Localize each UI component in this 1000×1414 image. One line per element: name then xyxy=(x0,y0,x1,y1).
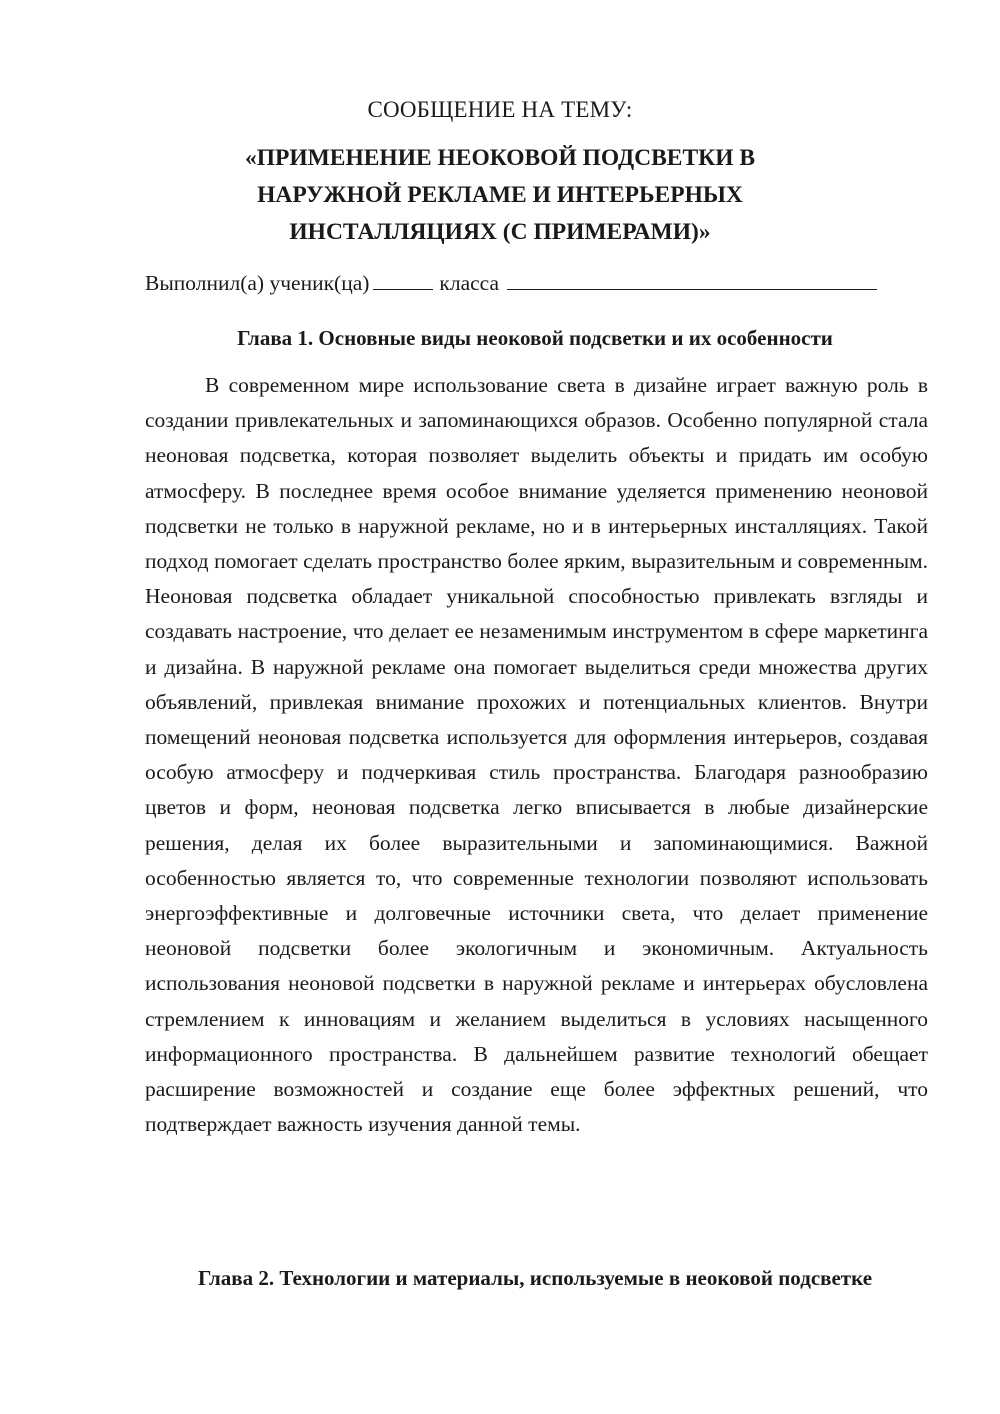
student-name-blank xyxy=(507,269,877,290)
signature-line xyxy=(145,268,945,298)
chapter-2-heading: Глава 2. Технологии и материалы, используемые в неоковой подсветке xyxy=(197,1266,873,1290)
chapter-1-heading: Глава 1. Основные виды неоковой подсветки и их особенности xyxy=(237,326,833,350)
class-number-blank xyxy=(373,269,433,290)
completed-by-label: Выполнил(а) ученик(ца) xyxy=(145,271,370,295)
chapter-1-paragraph: В современном мире использование света в дизайне играет важную роль в создании привлекательных и запоминающихся образов. Особенно популярной стала неоновая подсветка, которая позволяет выделить объекты и придать им особую атмосферу. В последнее время особое внимание уделяется применению неоновой подсветки не только в наружной рекламе, но и в интерьерных инсталляциях. Такой подход помогает сделать пространство более ярким, выразительным и современным. Неоновая подсветка обладает уникальной способностью привлекать взгляды и создавать настроение, что делает ее незаменимым инструментом в сфере маркетинга и дизайна. В наружной рекламе она помогает выделиться среди множества других объявлений, привлекая внимание прохожих и потенциальных клиентов. Внутри помещений неоновая подсветка используется для оформления интерьеров, создавая особую атмосферу и подчеркивая стиль пространства. Благодаря разнообразию цветов и форм, неоновая подсветка легко вписывается в любые дизайнерские решения, делая их более выразительными и запоминающимися. Важной особенностью является то, что современные технологии позволяют использовать энергоэффективные и долговечные источники света, что делает применение неоновой подсветки более экологичным и экономичным. Актуальность использования неоновой подсветки в наружной рекламе и интерьерах обусловлена стремлением к инновациям и желанием выделиться в условиях насыщенного информационного пространства. В дальнейшем развитие технологий обещает расширение возможностей и создание еще более эффектных решений, что подтверждает важность изучения данной темы. xyxy=(145,373,928,1137)
document-kicker: СООБЩЕНИЕ НА ТЕМУ: xyxy=(367,97,633,122)
class-label: класса xyxy=(439,271,500,295)
document-title: «ПРИМЕНЕНИЕ НЕОКОВОЙ ПОДСВЕТКИ В НАРУЖНОЙ РЕКЛАМЕ И ИНТЕРЬЕРНЫХ ИНСТАЛЛЯЦИЯХ (С ПРИМЕРАМИ)» xyxy=(244,145,756,245)
